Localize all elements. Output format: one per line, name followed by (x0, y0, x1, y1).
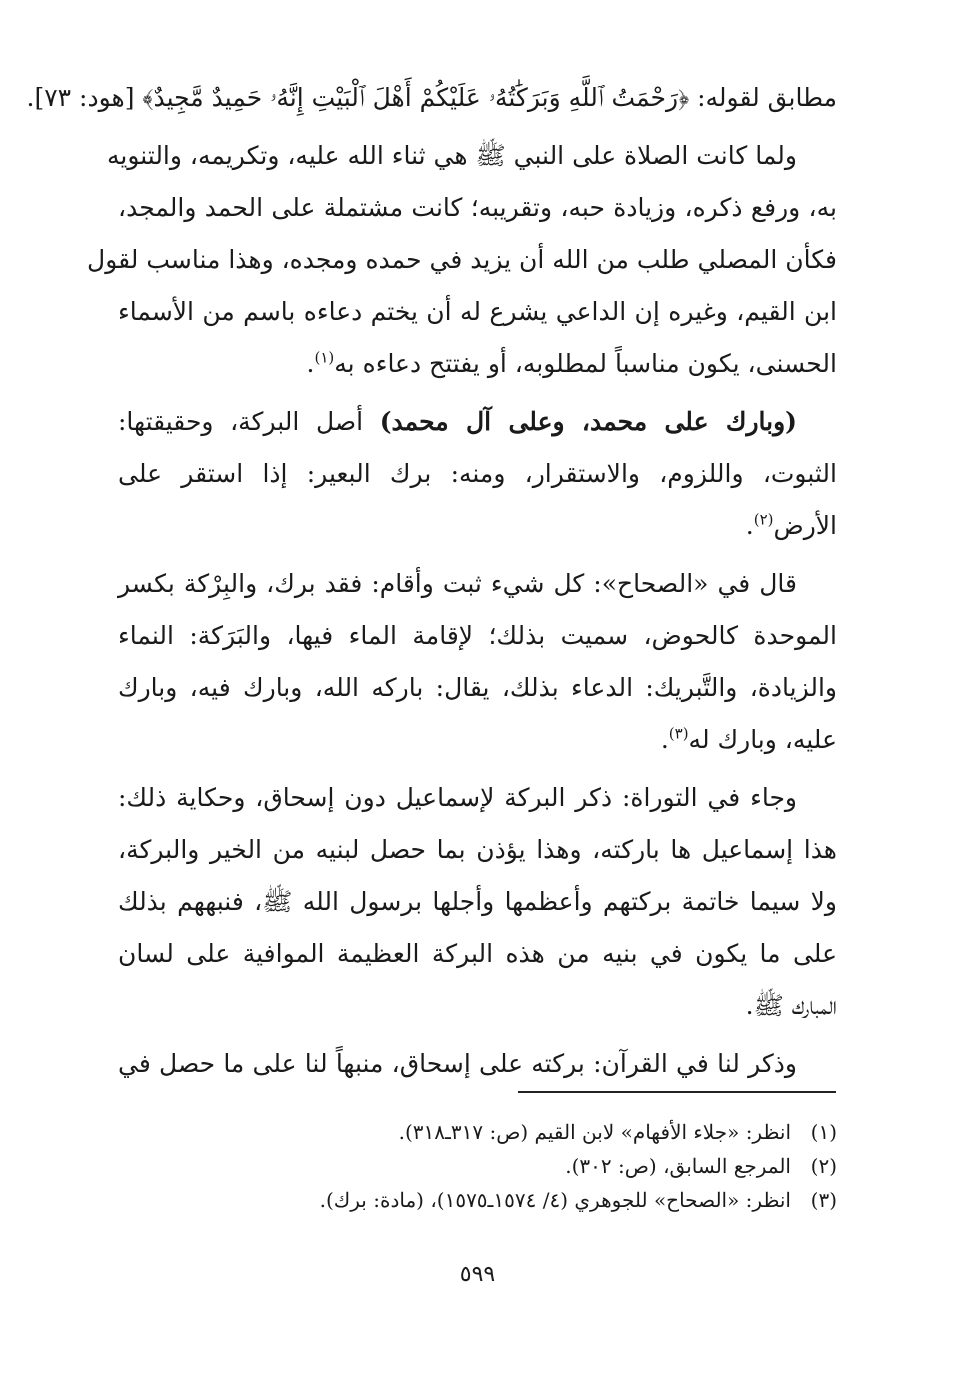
text-segment: الحسنى، يكون مناسباً لمطلوبه، أو يفتتح دعاءه به (334, 349, 837, 378)
text-line: الموحدة كالحوض، سميت بذلك؛ لإقامة الماء فيها، والبَرَكة: النماء (118, 621, 837, 650)
footnote-divider (518, 1091, 836, 1093)
text-line: والزيادة، والتَّبريك: الدعاء بذلك، يقال: باركه الله، وبارك فيه، وبارك (118, 673, 837, 702)
footnote-number: (١) (810, 1120, 837, 1144)
text-segment: أصل البركة، وحقيقتها: (118, 407, 364, 436)
paragraph-1 (87, 130, 837, 390)
text-line: وذكر لنا في القرآن: بركته على إسحاق، منبهاً لنا على ما حصل في (118, 1049, 797, 1078)
paragraph-5 (118, 1038, 837, 1090)
footnote-text: انظر: «الصحاح» للجوهري (٤/ ١٥٧٤ـ١٥٧٥)، (مادة: برك). (319, 1188, 791, 1212)
footnote-text: انظر: «جلاء الأفهام» لابن القيم (ص: ٣١٧ـ٣١٨). (398, 1120, 791, 1144)
text-line: المبارك ﷺ. (745, 991, 837, 1020)
text-line: وجاء في التوراة: ذكر البركة لإسماعيل دون إسحاق، وحكاية ذلك: (118, 783, 797, 812)
text-segment: الأرض (773, 511, 837, 540)
footnote-ref: (٣) (668, 724, 689, 743)
footnote-item (118, 1149, 837, 1183)
page-number: ٥٩٩ (459, 1262, 496, 1287)
text-line: به، ورفع ذكره، وزيادة حبه، وتقريبه؛ كانت مشتملة على الحمد والمجد، (118, 193, 837, 222)
text-line (118, 500, 837, 552)
paragraph-4 (118, 772, 837, 1032)
text-segment: . (745, 511, 754, 540)
text-line: مطابق لقوله: ﴿رَحْمَتُ ٱللَّهِ وَبَرَكَٰتُهُۥ عَلَيْكُمْ أَهْلَ ٱلْبَيْتِ إِنَّهُۥ حَمِيدٌ مَّجِيدٌ﴾ [هود: ٧٣]. (26, 83, 837, 112)
footnote-ref: (١) (314, 348, 335, 367)
text-segment: . (306, 349, 315, 378)
text-line: الثبوت، واللزوم، والاستقرار، ومنه: برك البعير: إذا استقر على (118, 459, 837, 488)
text-line: فكأن المصلي طلب من الله أن يزيد في حمده ومجده، وهذا مناسب لقول (87, 245, 837, 274)
text-line (118, 396, 837, 448)
paragraph-2 (118, 396, 837, 552)
footnote-item (118, 1183, 837, 1217)
footnote-number: (٣) (810, 1188, 837, 1212)
text-line: هذا إسماعيل ها باركته، وهذا يؤذن بما حصل لبنيه من الخير والبركة، (118, 835, 837, 864)
main-text (26, 72, 837, 1096)
text-line: ولما كانت الصلاة على النبي ﷺ هي ثناء الله عليه، وتكريمه، والتنويه (106, 141, 797, 170)
text-line (118, 714, 837, 766)
text-line: على ما يكون في بنيه من هذه البركة العظيمة الموافية على لسان (118, 939, 837, 968)
paragraph-intro (26, 72, 837, 124)
paragraph-3 (118, 558, 837, 766)
text-segment: عليه، وبارك له (688, 725, 837, 754)
footnote-text: المرجع السابق، (ص: ٣٠٢). (565, 1154, 791, 1178)
text-line: ابن القيم، وغيره إن الداعي يشرع له أن يختم دعاءه باسم من الأسماء (118, 297, 837, 326)
text-line: قال في «الصحاح»: كل شيء ثبت وأقام: فقد برك، والبِرْكة بكسر (118, 569, 797, 598)
text-line (118, 338, 837, 390)
text-line: ولا سيما خاتمة بركتهم وأعظمها وأجلها برسول الله ﷺ، فنبههم بذلك (118, 887, 837, 916)
text-segment: . (660, 725, 669, 754)
footnote-number: (٢) (810, 1154, 837, 1178)
footnotes (118, 1115, 837, 1217)
footnote-ref: (٢) (753, 510, 774, 529)
bold-phrase: (وبارك على محمد، وعلى آل محمد) (379, 407, 798, 436)
footnote-item (118, 1115, 837, 1149)
